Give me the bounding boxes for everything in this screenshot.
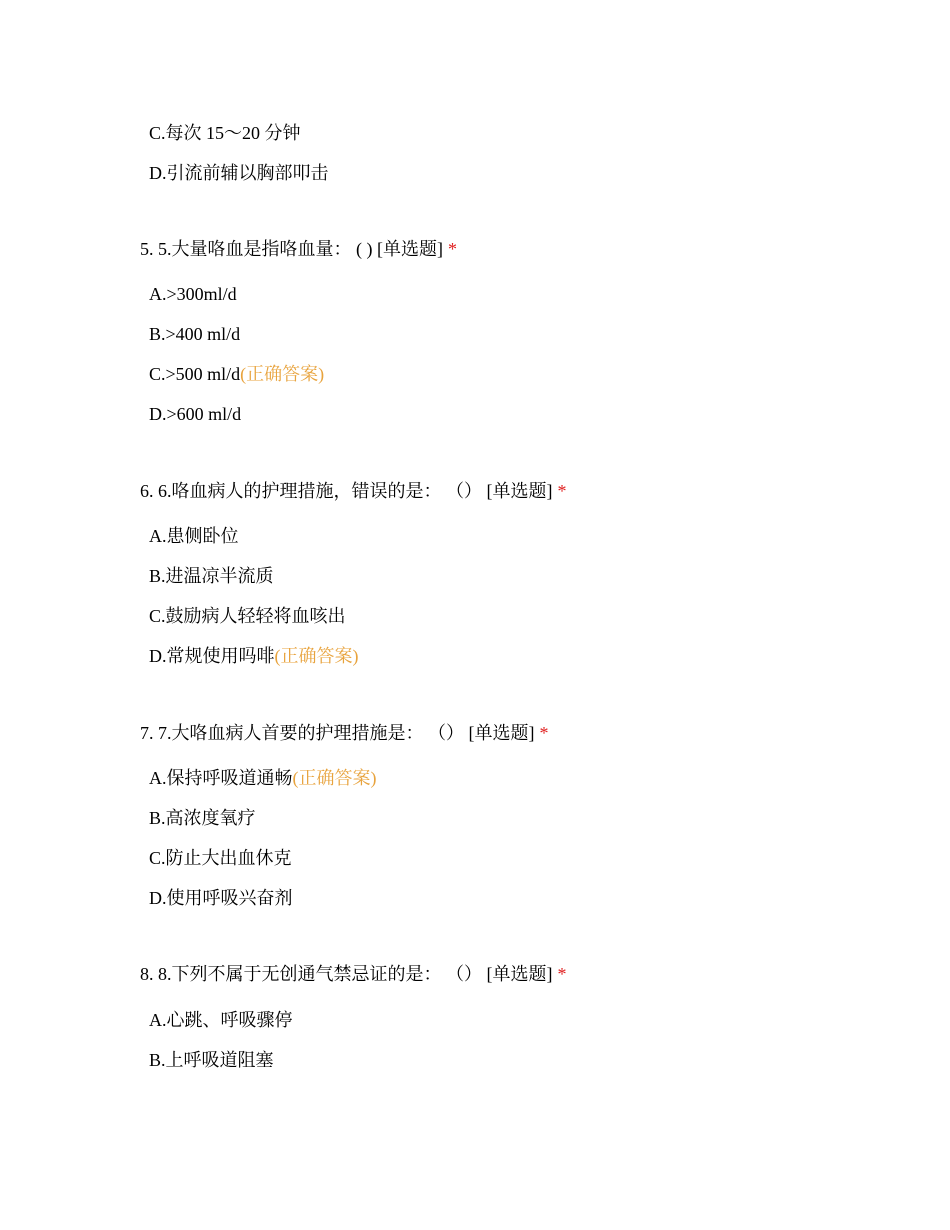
- question-6-option-a: [149, 525, 239, 547]
- question-text: 6. 6.咯血病人的护理措施，错误的是： （） [单选题]: [140, 481, 553, 501]
- option-text: A.保持呼吸道通畅: [149, 768, 293, 788]
- option-text: B.>400 ml/d: [149, 324, 241, 344]
- question-6-title: [140, 480, 567, 502]
- question-text: 8. 8.下列不属于无创通气禁忌证的是： （） [单选题]: [140, 964, 553, 984]
- question-text: 7. 7.大咯血病人首要的护理措施是： （） [单选题]: [140, 723, 535, 743]
- question-text: 5. 5.大量咯血是指咯血量： ( ) [单选题]: [140, 239, 443, 259]
- option-d-prev: [149, 162, 329, 184]
- question-6-option-c: [149, 605, 346, 627]
- option-text: A.>300ml/d: [149, 284, 237, 304]
- question-5-title: [140, 238, 457, 260]
- question-8-option-a: [149, 1009, 293, 1031]
- required-star: *: [557, 964, 567, 984]
- question-7-option-c: [149, 847, 292, 869]
- required-star: *: [539, 723, 549, 743]
- option-text: C.每次 15～20 分钟: [149, 123, 301, 143]
- option-text: C.鼓励病人轻轻将血咳出: [149, 606, 346, 626]
- option-text: A.心跳、呼吸骤停: [149, 1010, 293, 1030]
- question-5-option-c: [149, 363, 324, 385]
- option-text: D.使用呼吸兴奋剂: [149, 888, 293, 908]
- option-text: B.高浓度氧疗: [149, 808, 256, 828]
- question-5-option-d: [149, 403, 241, 425]
- question-8-option-b: [149, 1049, 274, 1071]
- required-star: *: [557, 481, 567, 501]
- question-5-option-a: [149, 283, 237, 305]
- question-7-option-d: [149, 887, 293, 909]
- correct-answer-label: (正确答案): [240, 364, 325, 384]
- option-text: B.进温凉半流质: [149, 566, 274, 586]
- option-c-prev: [149, 122, 301, 144]
- option-text: C.防止大出血休克: [149, 848, 292, 868]
- question-8-title: [140, 963, 567, 985]
- option-text: B.上呼吸道阻塞: [149, 1050, 274, 1070]
- option-text: D.常规使用吗啡: [149, 646, 275, 666]
- question-7-option-a: [149, 767, 377, 789]
- option-text: D.引流前辅以胸部叩击: [149, 163, 329, 183]
- option-text: A.患侧卧位: [149, 526, 239, 546]
- required-star: *: [447, 239, 457, 259]
- correct-answer-label: (正确答案): [274, 646, 359, 666]
- option-text: D.>600 ml/d: [149, 404, 242, 424]
- question-6-option-d: [149, 645, 359, 667]
- question-7-option-b: [149, 807, 256, 829]
- option-text: C.>500 ml/d: [149, 364, 241, 384]
- question-7-title: [140, 722, 549, 744]
- question-5-option-b: [149, 323, 240, 345]
- question-6-option-b: [149, 565, 274, 587]
- correct-answer-label: (正确答案): [292, 768, 377, 788]
